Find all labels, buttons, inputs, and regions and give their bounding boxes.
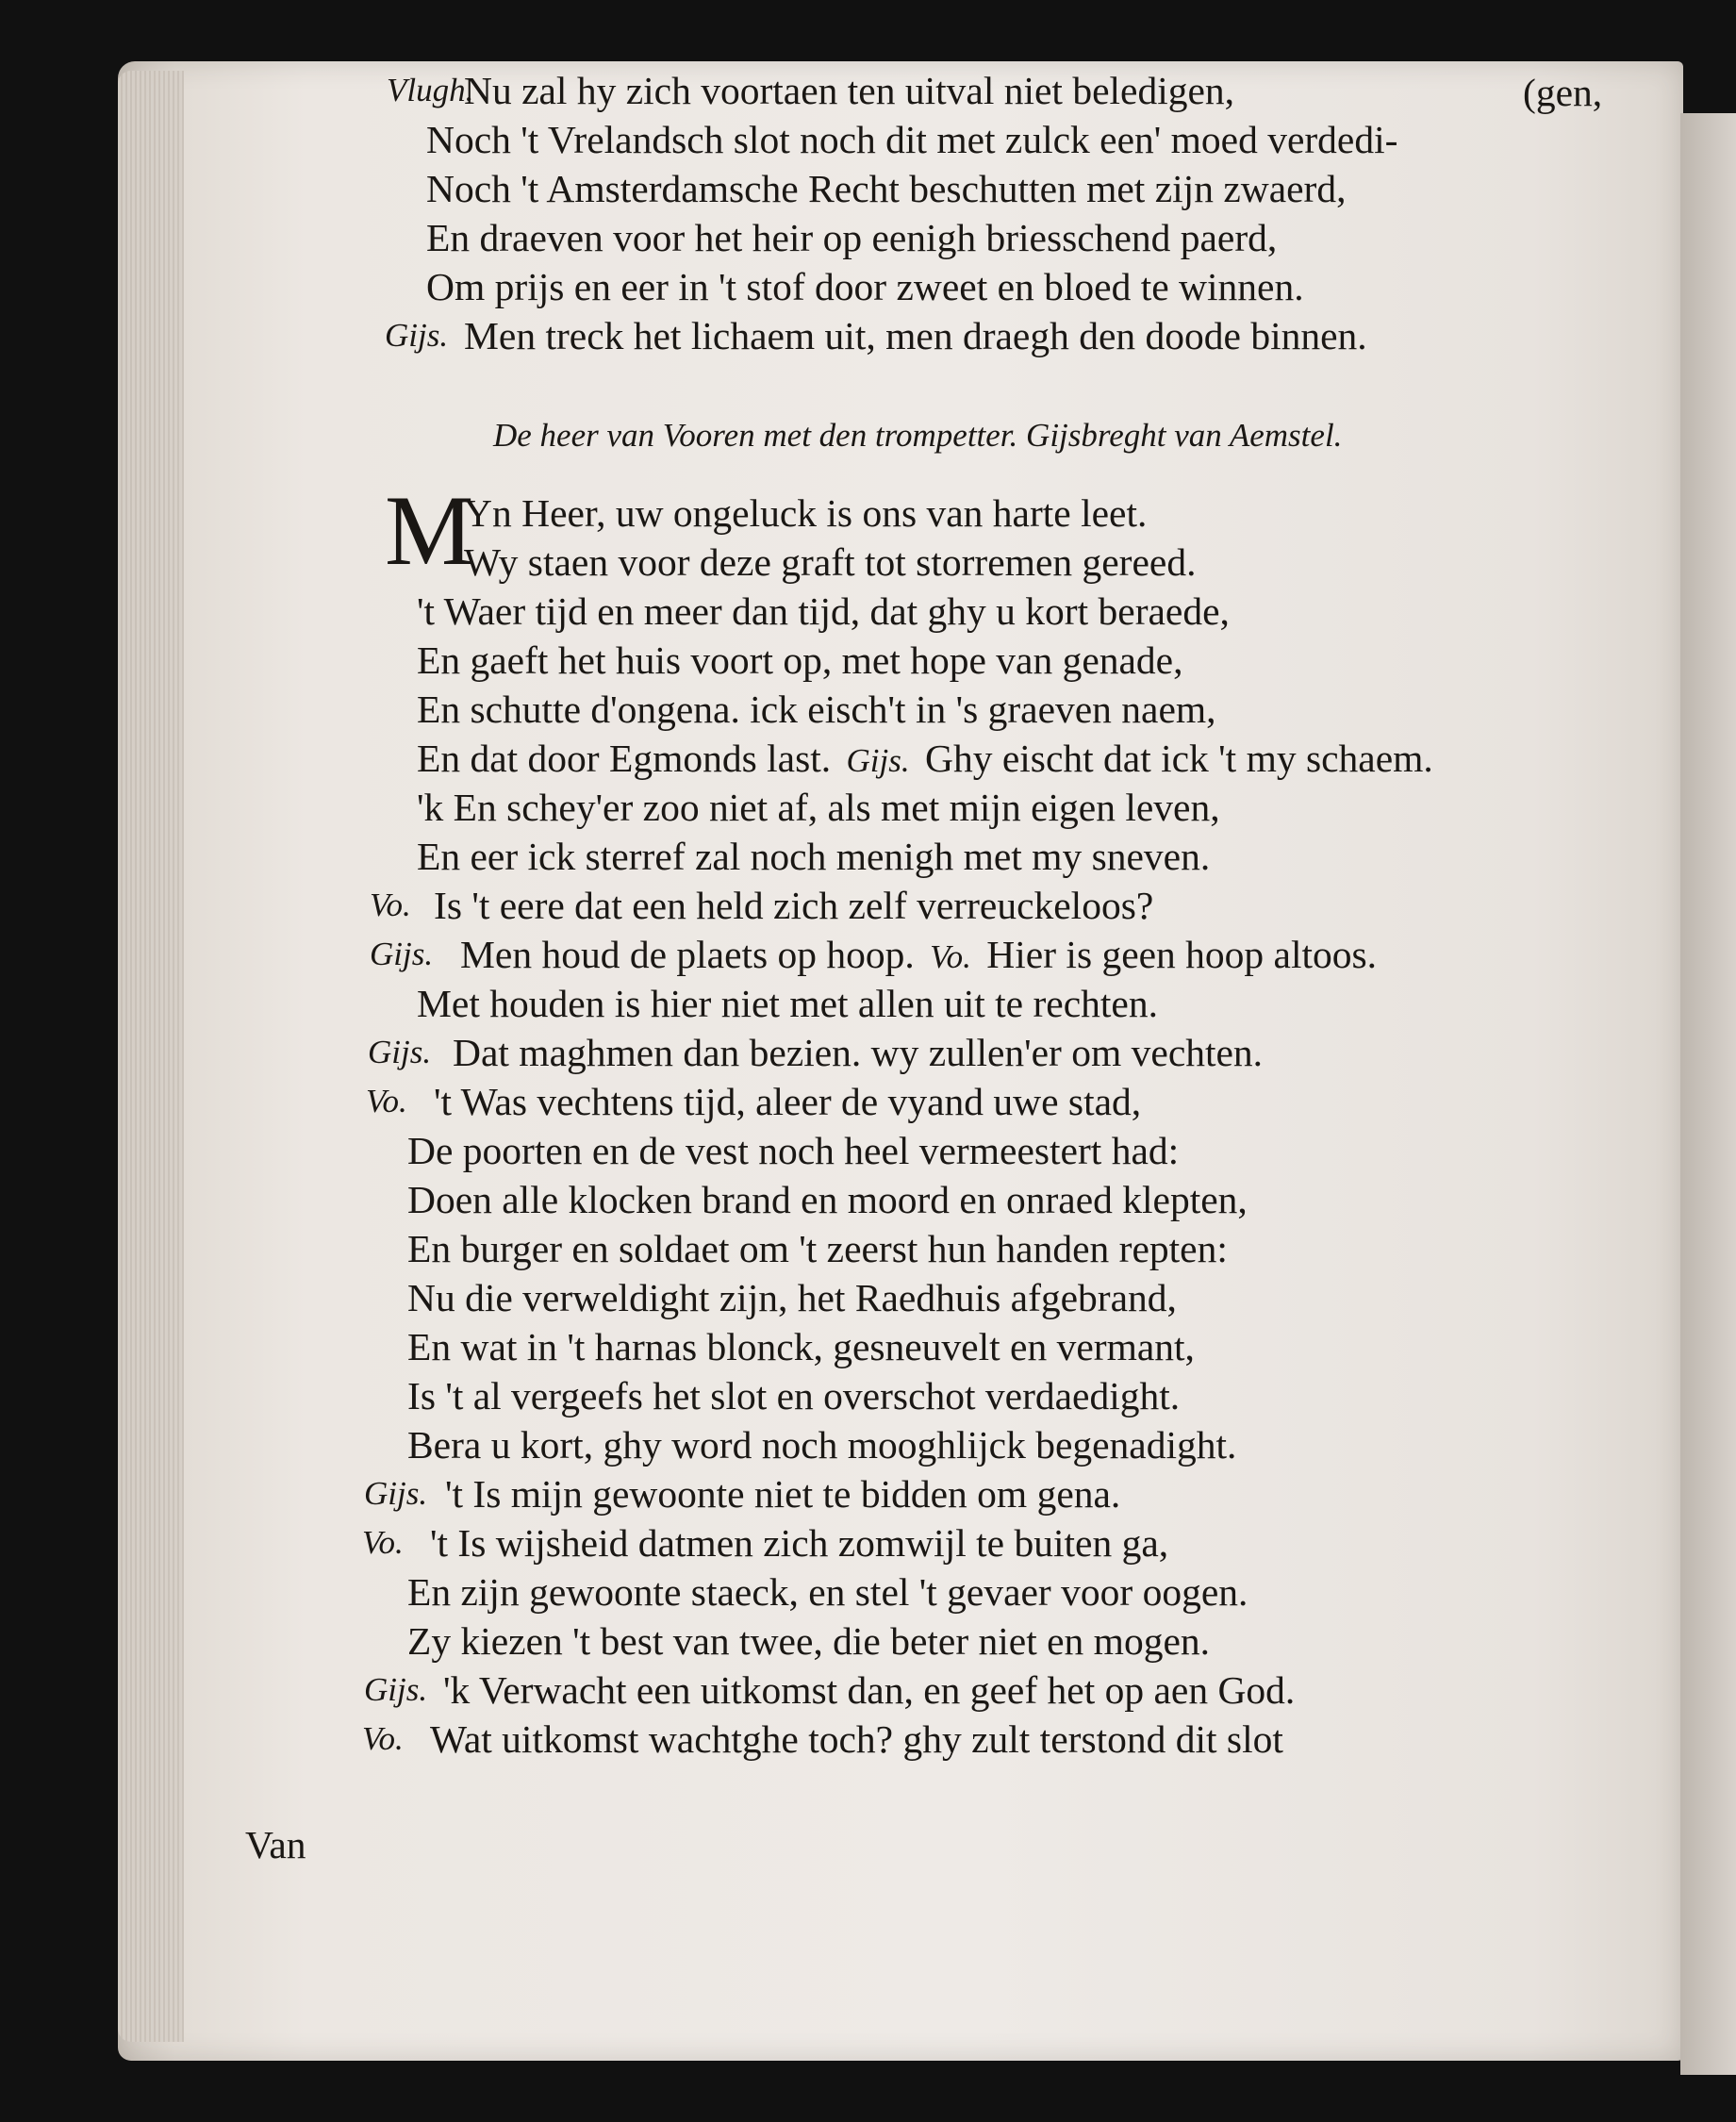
verse-text: 't Was vechtens tijd, aleer de vyand uwe stad,: [434, 1080, 1142, 1123]
verse-text: En eer ick sterref zal noch menigh met my sneven.: [417, 835, 1211, 878]
verse-text: Dat maghmen dan bezien. wy zullen'er om vechten.: [453, 1031, 1264, 1074]
speaker-label: Vlugh.: [387, 72, 474, 108]
facing-page-edge: [1680, 113, 1736, 2075]
speaker-label: Vo.: [366, 1083, 407, 1119]
verse-text: 't Is mijn gewoonte niet te bidden om gena.: [445, 1472, 1121, 1516]
verse-text-wrapper: [417, 734, 1433, 786]
speaker-label: Gijs.: [385, 317, 449, 354]
verse-text: 't Waer tijd en meer dan tijd, dat ghy u kort beraede,: [417, 589, 1230, 633]
speaker-label: Gijs.: [368, 1034, 432, 1070]
verse-text: 't Is wijsheid datmen zich zomwijl te buiten ga,: [430, 1521, 1169, 1565]
speaker-label: Vo.: [362, 1720, 404, 1757]
verse-text: Hier is geen hoop altoos.: [986, 933, 1378, 976]
stage-direction: De heer van Vooren met den trompetter. Gijsbreght van Aemstel.: [493, 417, 1343, 454]
verse-text: Bera u kort, ghy word noch mooghlijck begenadight.: [407, 1423, 1237, 1467]
verse-text: Doen alle klocken brand en moord en onraed klepten,: [407, 1178, 1248, 1221]
verse-text: Yn Heer, uw ongeluck is ons van harte leet.: [464, 491, 1148, 535]
verse-text: Wy staen voor deze graft tot storremen gereed.: [464, 540, 1197, 584]
speaker-label: Gijs.: [370, 936, 434, 972]
verse-text: En burger en soldaet om 't zeerst hun handen repten:: [407, 1227, 1228, 1270]
verse-text: 'k En schey'er zoo niet af, als met mijn eigen leven,: [417, 786, 1220, 829]
verse-text: Men treck het lichaem uit, men draegh den doode binnen.: [464, 314, 1367, 357]
verse-text: 'k Verwacht een uitkomst dan, en geef het op aen God.: [443, 1668, 1296, 1712]
catchword: Van: [245, 1823, 306, 1866]
page-edges: [118, 71, 184, 2042]
turnover-text: (gen,: [1523, 71, 1603, 114]
verse-text: Ghy eischt dat ick 't my schaem.: [925, 737, 1433, 780]
speaker-label: Gijs.: [364, 1475, 428, 1512]
verse-text: Zy kiezen 't best van twee, die beter niet en mogen.: [407, 1619, 1210, 1663]
speaker-label: Gijs.: [846, 742, 910, 779]
speaker-label: Vo.: [370, 887, 411, 923]
verse-text: De poorten en de vest noch heel vermeestert had:: [407, 1129, 1180, 1172]
verse-text: Nu die verweldight zijn, het Raedhuis afgebrand,: [407, 1276, 1177, 1319]
verse-text: En draeven voor het heir op eenigh briesschend paerd,: [426, 216, 1278, 259]
verse-text: Nu zal hy zich voortaen ten uitval niet beledigen,: [464, 69, 1235, 112]
verse-text: Men houd de plaets op hoop.: [460, 933, 915, 976]
verse-text: En gaeft het huis voort op, met hope van genade,: [417, 638, 1183, 682]
drop-capital: M: [385, 475, 474, 586]
verse-text-wrapper: [460, 930, 1377, 982]
verse-text: Om prijs en eer in 't stof door zweet en bloed te winnen.: [426, 265, 1304, 308]
verse-text: Met houden is hier niet met allen uit te rechten.: [417, 982, 1158, 1025]
verse-text: Is 't eere dat een held zich zelf verreuckeloos?: [434, 884, 1154, 927]
verse-text: Is 't al vergeefs het slot en overschot verdaedight.: [407, 1374, 1181, 1417]
verse-text: Noch 't Amsterdamsche Recht beschutten met zijn zwaerd,: [426, 167, 1347, 210]
verse-text: En zijn gewoonte staeck, en stel 't gevaer voor oogen.: [407, 1570, 1248, 1614]
verse-text: En wat in 't harnas blonck, gesneuvelt en vermant,: [407, 1325, 1195, 1368]
speaker-label: Vo.: [930, 938, 971, 975]
verse-text: Noch 't Vrelandsch slot noch dit met zulck een' moed verdedi-: [426, 118, 1398, 161]
verse-text: En schutte d'ongena. ick eisch't in 's graeven naem,: [417, 688, 1216, 731]
verse-text: Wat uitkomst wachtghe toch? ghy zult terstond dit slot: [430, 1717, 1283, 1761]
verse-text: En dat door Egmonds last.: [417, 737, 832, 780]
speaker-label: Gijs.: [364, 1671, 428, 1708]
speaker-label: Vo.: [362, 1524, 404, 1561]
